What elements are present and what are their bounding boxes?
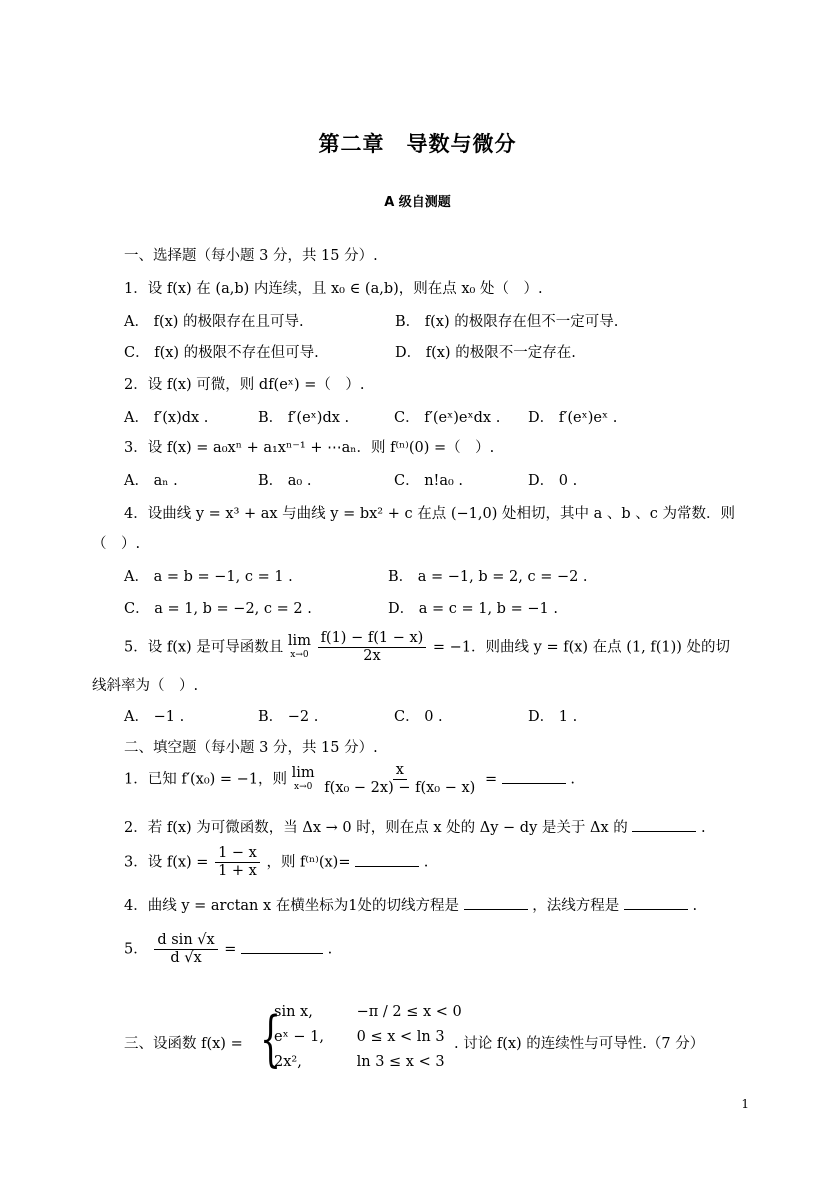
f3-end: . [423,854,429,871]
q4-stem-cont: （ ）. [92,536,141,552]
f3-denominator: 1 + x [218,863,257,879]
q1-stem: 1．设 f(x) 在 (a,b) 内连续，且 x₀ ∈ (a,b)，则在点 x₀ 处（ ）. [124,281,543,297]
f4-tangent-blank[interactable] [464,895,528,910]
f1-denominator: f(x₀ − 2x) − f(x₀ − x) [324,780,476,796]
f5-stem [124,932,332,967]
section3-instruction: . 讨论 f(x) 的连续性与可导性.（7 分） [454,1036,705,1052]
q2-option-a: A． f′(x)dx . [124,410,209,426]
section2-heading: 二、填空题（每小题 3 分，共 15 分）. [124,740,378,756]
f1-lim-sub: x→0 [294,781,313,792]
f4-mid: ，法线方程是 [532,898,620,914]
q2-stem: 2．设 f(x) 可微，则 df(eˣ) =（ ）. [124,377,365,393]
f4-end: . [692,898,698,914]
q3-option-d: D． 0 . [528,473,578,489]
f3-answer-blank[interactable] [355,852,419,867]
f5-end: . [327,941,333,958]
q2-option-d: D． f′(eˣ)eˣ . [528,410,618,426]
f3-numerator: 1 − x [215,845,260,863]
case-expr: 2x², [274,1054,302,1070]
f2-pre: 2．若 f(x) 为可微函数，当 Δx → 0 时，则在点 x 处的 Δy − dy 是关于 Δx 的 [124,820,628,836]
case-row [274,1052,462,1077]
f1-limit [292,766,315,794]
q3-option-b: B． a₀ . [258,473,312,489]
f2-stem [124,817,706,838]
q2-option-c: C． f′(eˣ)eˣdx . [394,410,501,426]
piecewise-cases [274,1002,462,1077]
f3-stem [124,845,428,880]
case-row [274,1027,462,1052]
q4-option-d: D． a = c = 1, b = −1 . [388,601,558,617]
q5-stem-cont: 线斜率为（ ）. [92,678,199,694]
q5-option-b: B． −2 . [258,709,319,725]
piecewise-brace: { [260,1004,282,1074]
q2-option-b: B． f′(eˣ)dx . [258,410,350,426]
q1-option-b: B． f(x) 的极限存在但不一定可导. [395,314,619,330]
section1-heading: 一、选择题（每小题 3 分，共 15 分）. [124,248,378,264]
case-cond: 0 ≤ x < ln 3 [356,1029,445,1045]
q4-option-b: B． a = −1, b = 2, c = −2 . [388,569,588,585]
f1-fraction [321,762,478,797]
f5-denominator: d √x [170,950,202,966]
f5-post: = [224,941,237,958]
q1-option-a: A． f(x) 的极限存在且可导. [124,314,304,330]
f2-answer-blank[interactable] [632,817,696,832]
q4-option-c: C． a = 1, b = −2, c = 2 . [124,601,312,617]
case-expr: eˣ − 1, [274,1029,324,1045]
q5-lim-sub: x→0 [290,649,309,660]
case-cond: −π / 2 ≤ x < 0 [356,1004,462,1020]
q5-limit [288,634,311,662]
f1-numerator: x [393,762,407,780]
f3-pre: 3．设 f(x) = [124,854,209,871]
q5-lim-label: lim [287,632,311,649]
q1-option-c: C． f(x) 的极限不存在但可导. [124,345,319,361]
q5-denominator: 2x [363,648,381,664]
f1-post: = [484,771,498,788]
f1-lim-label: lim [291,764,315,781]
f5-numerator: d sin √x [154,932,217,950]
f1-answer-blank[interactable] [502,769,566,784]
f3-fraction [215,845,260,880]
chapter-title: 第二章 导数与微分 [318,132,517,156]
q5-option-a: A． −1 . [124,709,185,725]
q4-stem: 4．设曲线 y = x³ + ax 与曲线 y = bx² + c 在点 (−1,0) 处相切，其中 a 、b 、c 为常数．则 [124,506,735,522]
q5-option-d: D． 1 . [528,709,578,725]
q5-post: = −1．则曲线 y = f(x) 在点 (1, f(1)) 处的切 [432,639,731,656]
q3-option-c: C． n!a₀ . [394,473,464,489]
f3-mid: ，则 f⁽ⁿ⁾(x)= [266,854,351,871]
q1-option-d: D． f(x) 的极限不一定存在. [395,345,576,361]
f1-pre: 1．已知 f′(x₀) = −1，则 [124,771,288,788]
q5-pre: 5．设 f(x) 是可导函数且 [124,639,284,656]
f4-pre: 4．曲线 y = arctan x 在横坐标为1处的切线方程是 [124,898,460,914]
q3-stem: 3．设 f(x) = a₀xⁿ + a₁xⁿ⁻¹ + ⋯aₙ．则 f⁽ⁿ⁾(0) =（ ）. [124,440,495,456]
f1-end: . [570,771,575,788]
q5-option-c: C． 0 . [394,709,443,725]
case-cond: ln 3 ≤ x < 3 [356,1054,445,1070]
q5-stem [124,630,730,665]
f4-normal-blank[interactable] [624,895,688,910]
case-row [274,1002,462,1027]
page-number: 1 [741,1097,749,1111]
q5-numerator: f(1) − f(1 − x) [318,630,427,648]
q5-fraction [318,630,427,665]
section-subtitle: A 级自测题 [384,195,451,210]
f5-pre: 5． [124,941,148,958]
case-expr: sin x, [274,1004,313,1020]
f5-answer-blank[interactable] [241,939,323,954]
f1-stem [124,762,575,797]
f2-end: . [700,820,706,836]
f4-stem [124,895,697,916]
q4-option-a: A． a = b = −1, c = 1 . [124,569,293,585]
section3-label: 三、设函数 f(x) = [124,1036,243,1052]
q3-option-a: A． aₙ . [124,473,178,489]
f5-fraction [154,932,217,967]
